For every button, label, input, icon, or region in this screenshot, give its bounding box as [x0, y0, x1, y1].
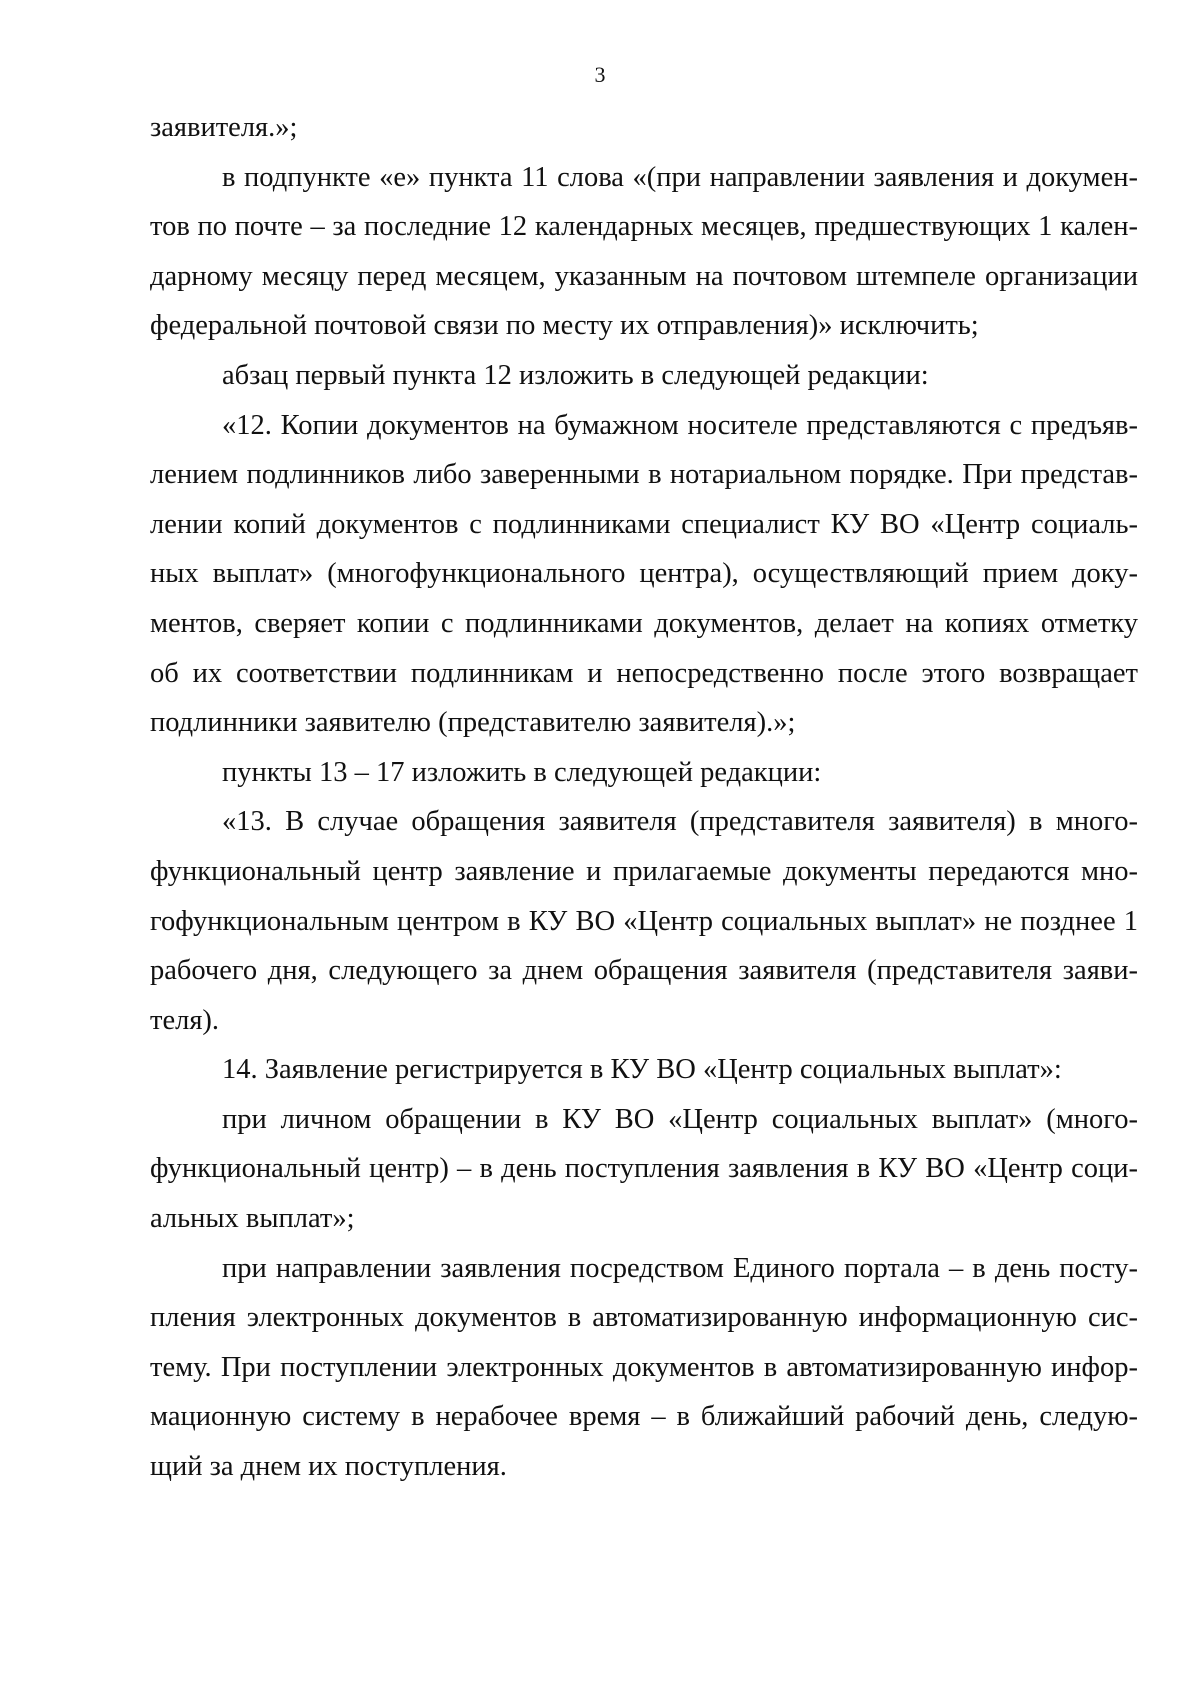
text-line: лением подлинников либо заверенными в нотариальном порядке. При представ- — [150, 459, 1138, 491]
page-number: 3 — [594, 62, 606, 87]
text-line: «12. Копии документов на бумажном носителе представляются с предъяв- — [222, 409, 1138, 441]
text-line: рабочего дня, следующего за днем обращения заявителя (представителя заяви- — [150, 955, 1138, 987]
text-line: гофункциональным центром в КУ ВО «Центр социальных выплат» не позднее 1 — [150, 905, 1138, 937]
text-line: федеральной почтовой связи по месту их отправления)» исключить; — [150, 310, 979, 342]
body-text — [150, 103, 1138, 1492]
text-line: ментов, сверяет копии с подлинниками документов, делает на копиях отметку — [150, 607, 1138, 639]
text-line: абзац первый пункта 12 изложить в следующей редакции: — [222, 359, 929, 391]
text-line: альных выплат»; — [150, 1203, 355, 1235]
text-line: об их соответствии подлинникам и непосредственно после этого возвращает — [150, 657, 1138, 689]
text-line: тов по почте – за последние 12 календарных месяцев, предшествующих 1 кален- — [150, 211, 1138, 243]
text-line: «13. В случае обращения заявителя (представителя заявителя) в много- — [222, 806, 1138, 838]
text-line: функциональный центр заявление и прилагаемые документы передаются мно- — [150, 855, 1138, 887]
text-line: щий за днем их поступления. — [150, 1451, 507, 1483]
text-line: подлинники заявителю (представителю заявителя).»; — [150, 707, 796, 739]
text-line: заявителя.»; — [150, 112, 298, 143]
text-line: при личном обращении в КУ ВО «Центр социальных выплат» (много- — [222, 1103, 1138, 1135]
text-line: тему. При поступлении электронных документов в автоматизированную инфор- — [150, 1351, 1138, 1383]
text-line: при направлении заявления посредством Единого портала – в день посту- — [222, 1252, 1138, 1284]
text-line: пункты 13 – 17 изложить в следующей редакции: — [222, 756, 822, 788]
text-line: лении копий документов с подлинниками специалист КУ ВО «Центр социаль- — [150, 508, 1138, 540]
text-line: дарному месяцу перед месяцем, указанным на почтовом штемпеле организации — [150, 260, 1138, 292]
text-line: пления электронных документов в автоматизированную информационную сис- — [150, 1302, 1138, 1334]
text-line: функциональный центр) – в день поступления заявления в КУ ВО «Центр соци- — [150, 1153, 1138, 1185]
text-line: 14. Заявление регистрируется в КУ ВО «Центр социальных выплат»: — [222, 1054, 1062, 1086]
text-line: в подпункте «е» пункта 11 слова «(при направлении заявления и докумен- — [222, 161, 1138, 193]
text-line: ных выплат» (многофункционального центра), осуществляющий прием доку- — [150, 558, 1138, 590]
text-line: мационную систему в нерабочее время – в ближайший рабочий день, следую- — [150, 1401, 1138, 1433]
text-line: теля). — [150, 1004, 220, 1036]
